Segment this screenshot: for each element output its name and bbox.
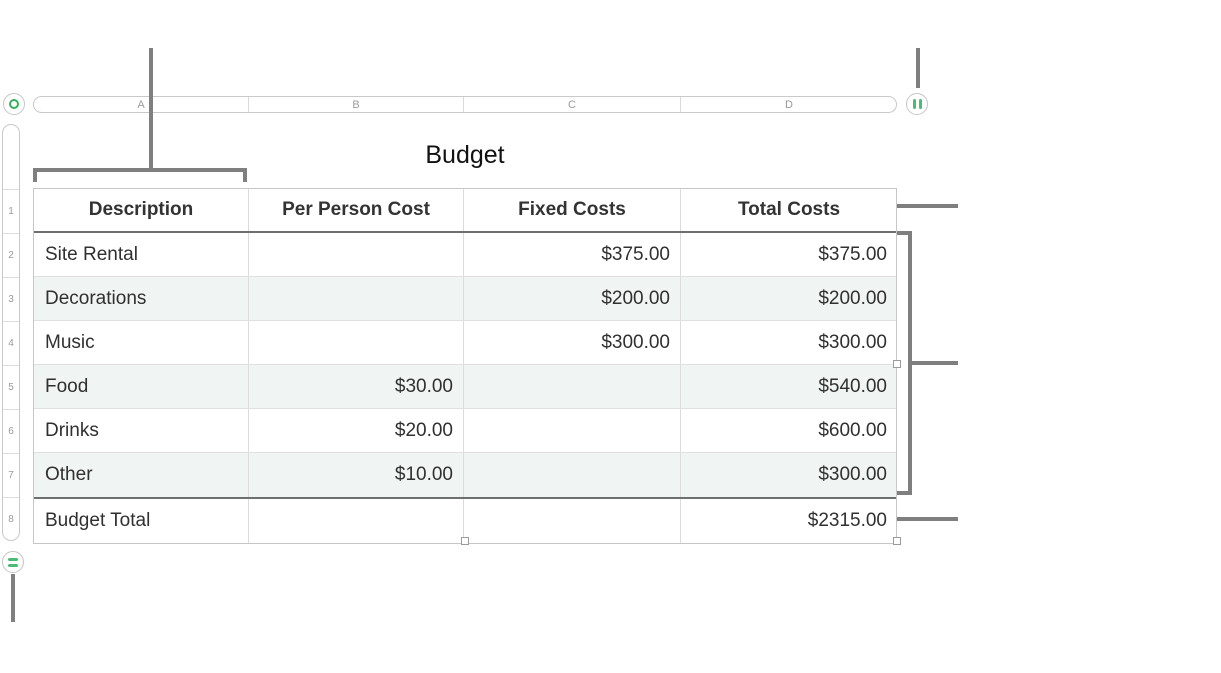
- column-tab-b[interactable]: B: [249, 97, 464, 112]
- add-row-button[interactable]: [2, 551, 24, 573]
- callout-line-add-row: [11, 574, 15, 622]
- row-tab-7[interactable]: 7: [3, 453, 19, 497]
- circle-ring-icon: [9, 99, 19, 109]
- cell-c7[interactable]: [464, 453, 681, 497]
- table-row: [34, 233, 896, 277]
- cell-d4[interactable]: $300.00: [818, 331, 887, 353]
- row-tab-8[interactable]: 8: [3, 497, 19, 540]
- resize-handle-bottom[interactable]: [461, 537, 469, 545]
- cell-d3[interactable]: $200.00: [818, 287, 887, 309]
- table-row: [34, 321, 896, 365]
- cell-c2[interactable]: $375.00: [464, 233, 681, 276]
- cell-a8[interactable]: Budget Total: [34, 499, 249, 543]
- cell-b4[interactable]: [249, 321, 464, 364]
- cell-a4[interactable]: Music: [34, 321, 249, 364]
- cell-d6[interactable]: $600.00: [818, 419, 887, 441]
- table-row: [34, 453, 896, 497]
- callout-bracket-column-a-right-leg: [243, 168, 247, 182]
- double-horizontal-bars-icon: [8, 558, 18, 567]
- column-tab-c[interactable]: C: [464, 97, 681, 112]
- resize-handle-bottom-right[interactable]: [893, 537, 901, 545]
- table-select-button[interactable]: [3, 93, 25, 115]
- callout-line-add-column: [916, 48, 920, 88]
- row-tab-6[interactable]: 6: [3, 409, 19, 453]
- cell-c8[interactable]: [464, 499, 681, 543]
- callout-bracket-column-a-top: [33, 168, 247, 172]
- resize-handle-right[interactable]: [893, 360, 901, 368]
- column-tab-a[interactable]: A: [34, 97, 249, 112]
- row-tab-title-segment[interactable]: [3, 125, 19, 189]
- cell-a5[interactable]: Food: [34, 365, 249, 408]
- cell-b7[interactable]: $10.00: [249, 453, 464, 497]
- table-row: [34, 365, 896, 409]
- cell-a2[interactable]: Site Rental: [34, 233, 249, 276]
- column-tab-d[interactable]: D: [785, 98, 793, 111]
- cell-c3[interactable]: $200.00: [464, 277, 681, 320]
- row-tab-4[interactable]: 4: [3, 321, 19, 365]
- table-row: [34, 409, 896, 453]
- column-reference-bar: [33, 96, 897, 113]
- row-tab-2[interactable]: 2: [3, 233, 19, 277]
- cell-a6[interactable]: Drinks: [34, 409, 249, 452]
- cell-c6[interactable]: [464, 409, 681, 452]
- callout-line-column-a: [149, 48, 153, 170]
- cell-a3[interactable]: Decorations: [34, 277, 249, 320]
- cell-d7[interactable]: $300.00: [818, 464, 887, 485]
- header-cell-description[interactable]: Description: [34, 189, 249, 231]
- callout-line-body-rows: [908, 361, 958, 365]
- cell-c5[interactable]: [464, 365, 681, 408]
- budget-table: [33, 188, 897, 544]
- cell-d2[interactable]: $375.00: [818, 243, 887, 265]
- table-title[interactable]: Budget: [425, 141, 505, 169]
- row-tab-3[interactable]: 3: [3, 277, 19, 321]
- cell-c4[interactable]: $300.00: [464, 321, 681, 364]
- cell-b5[interactable]: $30.00: [249, 365, 464, 408]
- callout-bracket-column-a-left-leg: [33, 168, 37, 182]
- cell-b3[interactable]: [249, 277, 464, 320]
- callout-bracket-body-bottom-stub: [897, 491, 912, 495]
- double-vertical-bars-icon: [913, 99, 922, 109]
- table-row: [34, 277, 896, 321]
- add-column-button[interactable]: [906, 93, 928, 115]
- table-header-row: [34, 189, 896, 233]
- header-cell-per-person-cost[interactable]: Per Person Cost: [249, 189, 464, 231]
- row-tab-5[interactable]: 5: [3, 365, 19, 409]
- cell-a7[interactable]: Other: [34, 453, 249, 497]
- cell-b8[interactable]: [249, 499, 464, 543]
- cell-b6[interactable]: $20.00: [249, 409, 464, 452]
- cell-d8[interactable]: $2315.00: [807, 510, 887, 531]
- header-cell-total-costs[interactable]: Total Costs: [737, 199, 841, 220]
- row-tab-1[interactable]: 1: [3, 189, 19, 233]
- header-cell-fixed-costs[interactable]: Fixed Costs: [464, 189, 681, 231]
- cell-d5[interactable]: $540.00: [818, 375, 887, 397]
- callout-line-header-row: [897, 204, 958, 208]
- callout-line-footer-row: [897, 517, 958, 521]
- row-reference-strip: [2, 124, 20, 541]
- cell-b2[interactable]: [249, 233, 464, 276]
